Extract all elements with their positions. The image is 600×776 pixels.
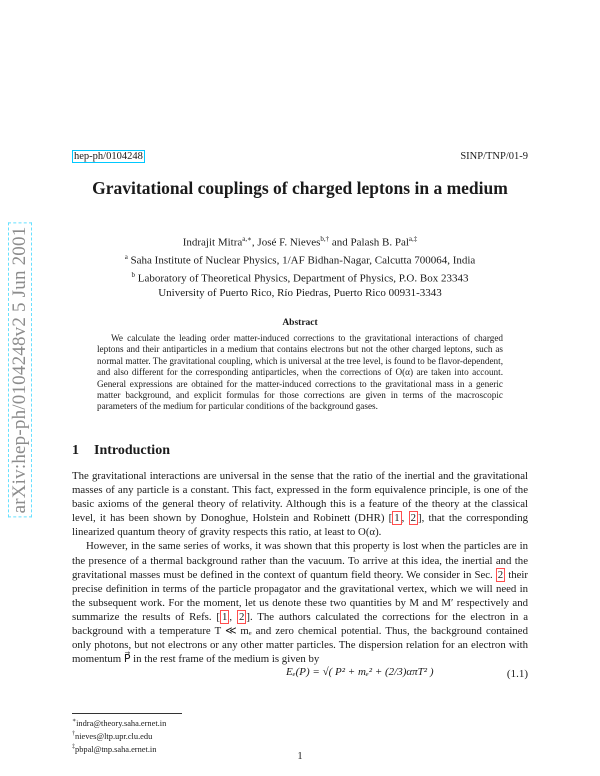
abstract-heading: Abstract bbox=[282, 318, 318, 328]
citation-link[interactable]: 1 bbox=[222, 610, 228, 623]
equation-number: (1.1) bbox=[506, 668, 528, 680]
paragraph-2: However, in the same series of works, it was shown that this property is lost when the particles are in the presence of a thermal background rather than the vacuum. To arrive at this idea, the inertial and the gravitational masses must be defined in the context of quantum field theory. We consider in Sec. 2 their precise definition in terms of the particle propagator and the gravitational vertex, which we will need in the subsequent work. For the moment, let us denote these two quantities by M and M′ respectively and summarize the results of Refs. [ 1 , 2 ]. The authors calculated the corrections for the electron in a background with a temperature T ≪ mₑ and zero chemical potential. Thus, the background contained only photons, but not electrons or any other matter particles. The dispersion relation for an electron with momentum P⃗ in the rest frame of the medium is given by bbox=[72, 540, 529, 666]
section-title: Introduction bbox=[94, 443, 170, 458]
paragraph-1: The gravitational interactions are universal in the sense that the ratio of the inertial and the gravitational masses of any particle is a constant. This fact, expressed in the form equivalence principle, is one of the basic axioms of the general theory of relativity. Although this is a feature of the theory at the classical level, it has been shown by Donoghue, Holstein and Robinett (DHR) [ 1 , 2 ], that the corresponding linearized quantum theory of gravity respects this ratio, at least to O(α). bbox=[72, 470, 529, 539]
abstract-text: We calculate the leading order matter-induced corrections to the gravitational interactions of charged leptons and their antiparticles in a medium that contains electrons but not the other charged leptons, such as normal matter. The gravitational coupling, which is universal at the tree level, is found to be flavor-dependent, and also different for the corresponding antiparticles, when the corrections of O(α) are taken into account. General expressions are obtained for the matter-induced corrections to the gravitational mass in a generic matter background, and explicit formulas for those corrections are given in terms of the macroscopic parameters of the medium for particular conditions of the background gases. bbox=[97, 333, 503, 412]
affiliation-b: $^b$ Laboratory of Theoretical Physics, Department of Physics, P.O. Box 23343 bbox=[131, 271, 469, 285]
footnote-3: ‡pbpal@tnp.saha.ernet.in bbox=[72, 744, 157, 754]
citation-link[interactable]: 2 bbox=[238, 610, 245, 623]
section-number: 1 bbox=[72, 443, 79, 458]
section-link[interactable]: 2 bbox=[497, 568, 504, 581]
footnote-1: ∗indra@theory.saha.ernet.in bbox=[72, 718, 167, 728]
affiliation-b-line2: University of Puerto Rico, Río Piedras, Puerto Rico 00931-3343 bbox=[158, 287, 442, 300]
arxiv-id-link[interactable]: hep-ph/0104248 bbox=[74, 151, 143, 162]
author-line: Indrajit Mitra$^{a,∗}$, José F. Nieves$^{b,\dagger}$ and Palash B. Pal$^{a,\ddagger}$ bbox=[182, 235, 418, 249]
footnotes bbox=[72, 716, 166, 755]
page-number: 1 bbox=[297, 751, 303, 762]
header-report-number: SINP/TNP/01-9 bbox=[460, 151, 528, 162]
header-arxiv-id[interactable] bbox=[72, 151, 145, 162]
equation-1-1 bbox=[72, 666, 528, 686]
footnote-rule bbox=[72, 713, 182, 714]
arxiv-stamp-text[interactable]: arXiv:hep-ph/0104248v2 5 Jun 2001 bbox=[8, 223, 32, 518]
body-text bbox=[72, 469, 528, 666]
section-heading bbox=[72, 443, 170, 459]
paper-title: Gravitational couplings of charged leptons in a medium bbox=[92, 178, 508, 198]
arxiv-side-stamp bbox=[0, 205, 40, 535]
author-block bbox=[72, 232, 528, 301]
citation-link[interactable]: 1 bbox=[394, 512, 400, 525]
citation-link[interactable]: 2 bbox=[410, 512, 416, 525]
footnote-2: †nieves@ltp.upr.clu.edu bbox=[72, 731, 153, 741]
equation-body: Eₑ(P) = √( P² + mₑ² + (2/3)απT² ) bbox=[286, 666, 434, 678]
affiliation-a: $^a$ Saha Institute of Nuclear Physics, 1/AF Bidhan-Nagar, Calcutta 700064, India bbox=[124, 253, 476, 267]
